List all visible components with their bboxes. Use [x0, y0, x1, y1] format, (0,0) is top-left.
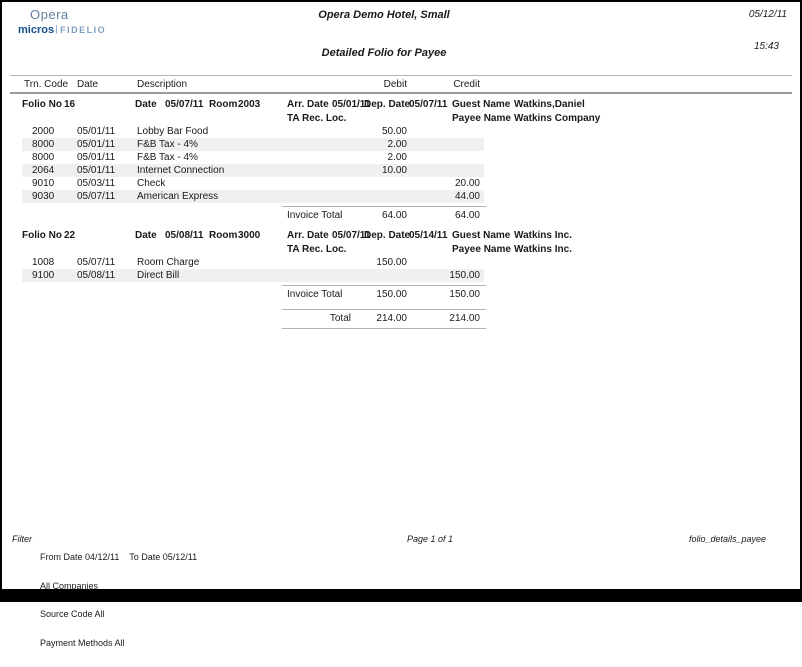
grand-total-section — [2, 309, 800, 329]
invoice-total-credit: 64.00 — [454, 210, 480, 221]
folio-info-line-1 — [22, 229, 792, 243]
debit-cell: 2.00 — [387, 139, 407, 150]
date-value: 05/08/11 — [165, 230, 204, 241]
description-cell: American Express — [137, 191, 219, 202]
date-cell: 05/07/11 — [77, 191, 116, 202]
credit-cell: 150.00 — [449, 270, 480, 281]
room-value: 2003 — [238, 99, 261, 110]
report-file-name: folio_details_payee — [688, 534, 766, 544]
date-cell: 05/01/11 — [77, 165, 116, 176]
transaction-row — [22, 164, 484, 177]
folio-no-value: 16 — [64, 99, 76, 110]
debit-cell: 150.00 — [376, 257, 407, 268]
grand-total-credit: 214.00 — [449, 313, 480, 324]
grand-total-label: Total — [329, 313, 351, 324]
transaction-row — [22, 190, 484, 203]
invoice-total-row — [287, 209, 484, 222]
trn-code-cell: 9010 — [32, 178, 55, 189]
credit-cell — [407, 256, 484, 269]
description-cell: Room Charge — [137, 257, 200, 268]
trn-code-cell: 9030 — [32, 191, 55, 202]
col-date: Date — [77, 79, 99, 90]
description-cell: F&B Tax - 4% — [137, 152, 198, 163]
payee-name-value: Watkins Inc. — [514, 243, 572, 255]
dep-date-label: Dep. Date — [364, 99, 411, 110]
debit-cell — [287, 190, 407, 203]
folio-no-label: Folio No — [22, 99, 62, 110]
transaction-row — [22, 177, 484, 190]
transaction-list — [2, 256, 800, 282]
debit-cell: 10.00 — [381, 165, 407, 176]
folio-section-22 — [2, 229, 800, 301]
debit-cell — [287, 269, 407, 282]
invoice-total-rule — [282, 285, 486, 286]
credit-cell — [407, 151, 484, 164]
filter-source-code: Source Code All — [40, 609, 105, 619]
grand-total-debit: 214.00 — [376, 313, 407, 324]
dep-date-value: 05/07/11 — [409, 99, 448, 110]
trn-code-cell: 8000 — [32, 152, 55, 163]
invoice-total-label: Invoice Total — [287, 210, 343, 221]
invoice-total-row — [287, 288, 484, 301]
room-label: Room — [209, 99, 238, 110]
dep-date-value: 05/14/11 — [409, 230, 448, 241]
arr-date-label: Arr. Date — [287, 230, 329, 241]
trn-code-cell: 2064 — [32, 165, 55, 176]
ta-rec-loc-label: TA Rec. Loc. — [287, 243, 347, 255]
filter-criteria — [40, 534, 197, 667]
folio-no-label: Folio No — [22, 230, 62, 241]
arr-date-label: Arr. Date — [287, 99, 329, 110]
trn-code-cell: 2000 — [32, 126, 55, 137]
col-trn-code: Trn. Code — [24, 79, 69, 90]
print-time: 15:43 — [753, 41, 779, 52]
credit-cell — [407, 164, 484, 177]
invoice-total-debit: 150.00 — [376, 289, 407, 300]
transaction-row — [22, 269, 484, 282]
report-header — [2, 9, 766, 59]
folio-info-line-1 — [22, 98, 792, 112]
description-cell: Direct Bill — [137, 270, 180, 281]
description-cell: F&B Tax - 4% — [137, 139, 198, 150]
report-title: Detailed Folio for Payee — [321, 47, 447, 59]
debit-cell — [287, 177, 407, 190]
folio-info-line-2 — [22, 243, 792, 257]
date-cell: 05/01/11 — [77, 139, 116, 150]
filter-date-range: From Date 04/12/11 To Date 05/12/11 — [40, 552, 198, 562]
transaction-list — [2, 125, 800, 203]
date-cell: 05/08/11 — [77, 270, 116, 281]
credit-cell: 20.00 — [454, 178, 480, 189]
payee-name-label: Payee Name — [452, 112, 511, 124]
room-label: Room — [209, 230, 238, 241]
invoice-total-debit: 64.00 — [381, 210, 407, 221]
filter-payment-methods: Payment Methods All — [40, 637, 125, 648]
folio-section-16 — [2, 98, 800, 222]
transaction-row — [22, 256, 484, 269]
payee-name-value: Watkins Company — [514, 112, 601, 124]
folio-table — [2, 75, 800, 329]
trn-code-cell: 9100 — [32, 270, 55, 281]
header-rule — [10, 92, 792, 94]
date-value: 05/07/11 — [165, 99, 204, 110]
transaction-row — [22, 151, 484, 164]
arr-date-value: 05/07/11 — [332, 230, 371, 241]
arr-date-value: 05/01/11 — [332, 99, 371, 110]
col-credit: Credit — [453, 79, 480, 90]
transaction-row — [22, 125, 484, 138]
description-cell: Lobby Bar Food — [137, 126, 209, 137]
description-cell: Internet Connection — [137, 165, 225, 176]
invoice-total-rule — [282, 206, 486, 207]
opera-wordmark: Opera — [30, 7, 69, 22]
transaction-row — [22, 138, 484, 151]
page-number: Page 1 of 1 — [407, 534, 454, 544]
credit-cell — [407, 125, 484, 138]
invoice-total-label: Invoice Total — [287, 289, 343, 300]
debit-cell: 50.00 — [381, 126, 407, 137]
date-cell: 05/01/11 — [77, 126, 116, 137]
dep-date-label: Dep. Date — [364, 230, 411, 241]
date-cell: 05/01/11 — [77, 152, 116, 163]
folio-info-line-2 — [22, 112, 792, 126]
hotel-name: Opera Demo Hotel, Small — [318, 9, 450, 21]
filter-companies: All Companies — [40, 580, 99, 591]
date-cell: 05/07/11 — [77, 257, 116, 268]
grand-total-rule-bottom — [282, 328, 486, 329]
credit-cell — [407, 138, 484, 151]
filter-label: Filter — [12, 534, 32, 544]
date-cell: 05/03/11 — [77, 178, 116, 189]
debit-cell: 2.00 — [387, 152, 407, 163]
room-value: 3000 — [238, 230, 261, 241]
guest-name-value: Watkins Inc. — [514, 230, 572, 241]
grand-total-row — [287, 312, 484, 325]
payee-name-label: Payee Name — [452, 243, 511, 255]
invoice-total-credit: 150.00 — [449, 289, 480, 300]
guest-name-label: Guest Name — [452, 99, 511, 110]
credit-cell: 44.00 — [454, 191, 480, 202]
trn-code-cell: 8000 — [32, 139, 55, 150]
print-date: 05/12/11 — [748, 9, 787, 20]
grand-total-rule-top — [282, 309, 486, 310]
fidelio-label: FIDELIO — [60, 25, 107, 35]
folio-no-value: 22 — [64, 230, 76, 241]
col-description: Description — [137, 79, 188, 90]
guest-name-label: Guest Name — [452, 230, 511, 241]
description-cell: Check — [137, 178, 166, 189]
guest-name-value: Watkins,Daniel — [514, 99, 585, 110]
col-debit: Debit — [383, 79, 407, 90]
ta-rec-loc-label: TA Rec. Loc. — [287, 112, 347, 124]
trn-code-cell: 1008 — [32, 257, 55, 268]
column-header-row — [22, 76, 484, 92]
date-label: Date — [135, 230, 157, 241]
micros-label: micros — [18, 24, 55, 36]
date-label: Date — [135, 99, 157, 110]
